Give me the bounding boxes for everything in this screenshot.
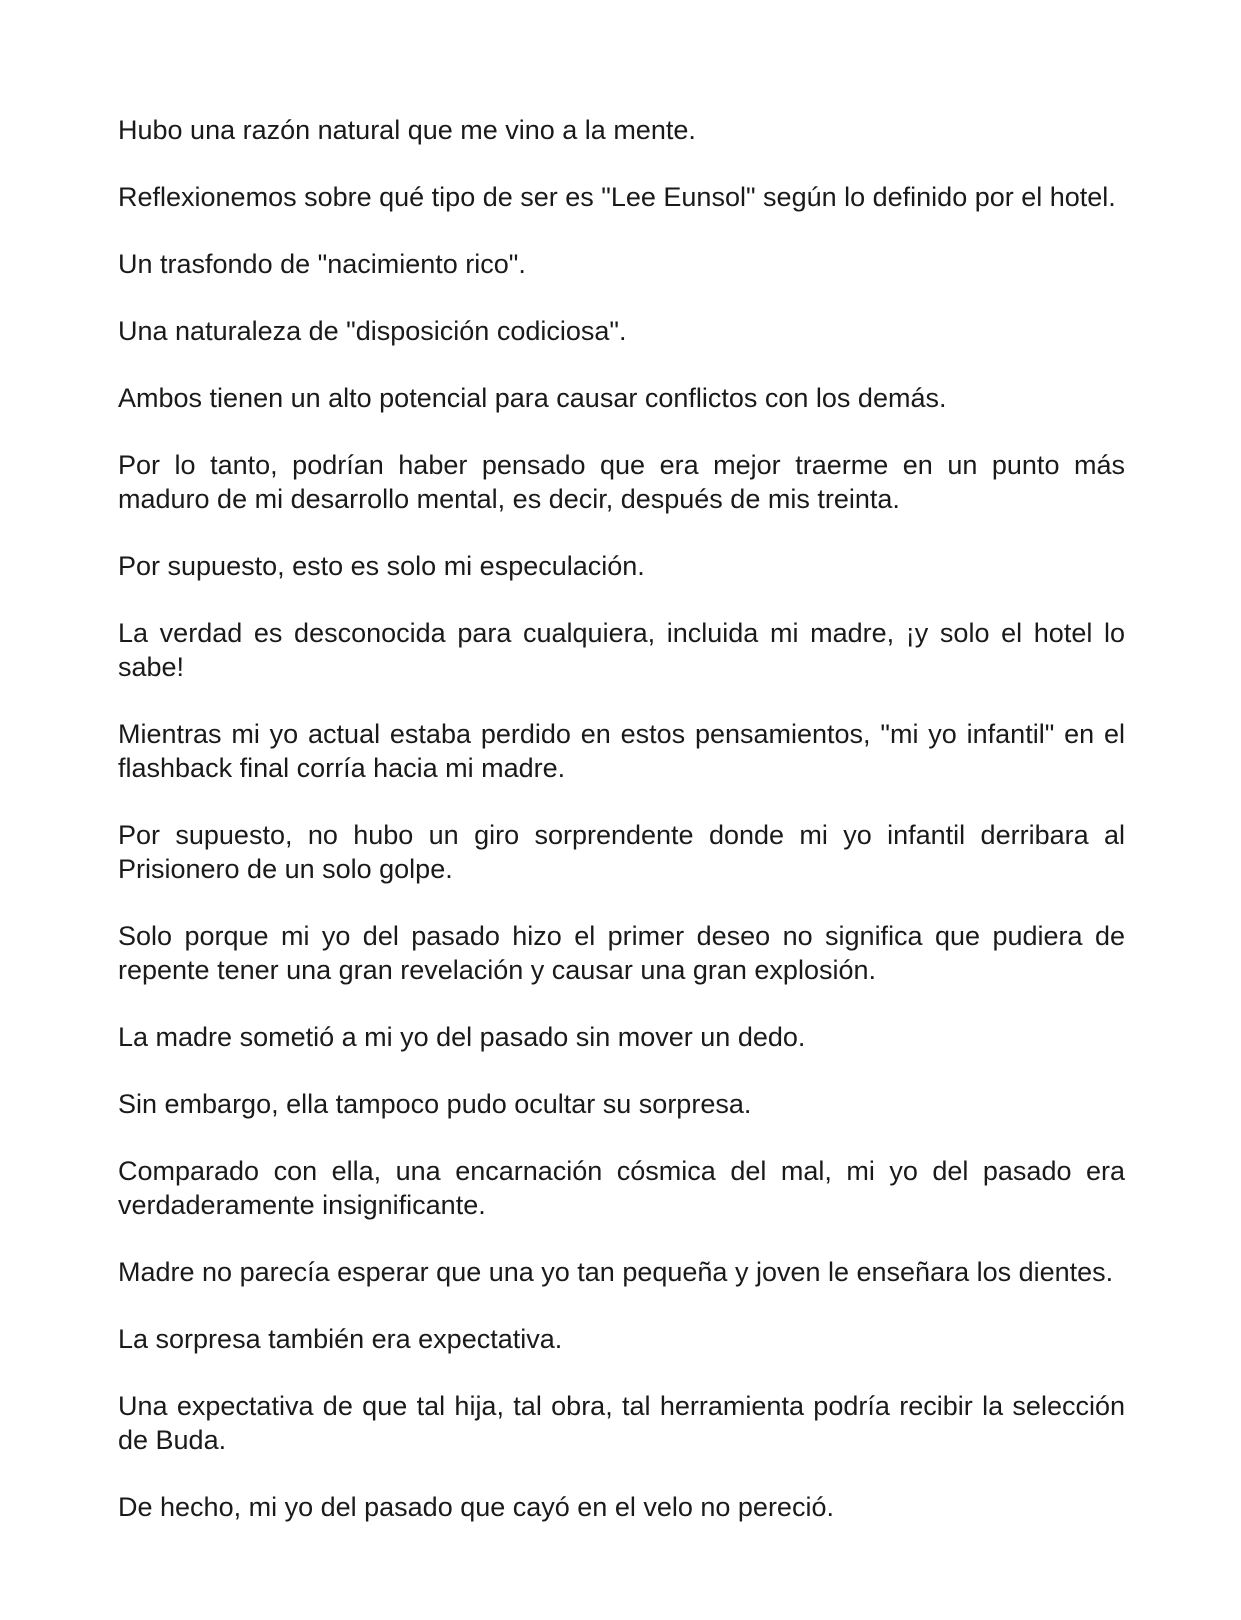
paragraph: Mientras mi yo actual estaba perdido en estos pensamientos, "mi yo infantil" en el flashback final corría hacia mi madre. bbox=[118, 719, 1125, 783]
paragraph: Hubo una razón natural que me vino a la mente. bbox=[118, 115, 696, 145]
paragraph: Una expectativa de que tal hija, tal obra, tal herramienta podría recibir la selección de Buda. bbox=[118, 1391, 1125, 1455]
paragraph: Una naturaleza de "disposición codiciosa". bbox=[118, 316, 627, 346]
paragraph: De hecho, mi yo del pasado que cayó en el velo no pereció. bbox=[118, 1492, 834, 1522]
paragraph: Madre no parecía esperar que una yo tan pequeña y joven le enseñara los dientes. bbox=[118, 1257, 1114, 1287]
paragraph: Ambos tienen un alto potencial para causar conflictos con los demás. bbox=[118, 383, 947, 413]
paragraph: Por lo tanto, podrían haber pensado que era mejor traerme en un punto más maduro de mi desarrollo mental, es decir, después de mis treinta. bbox=[118, 450, 1125, 514]
document-page bbox=[118, 113, 1125, 1557]
paragraph: Un trasfondo de "nacimiento rico". bbox=[118, 249, 526, 279]
paragraph: La madre sometió a mi yo del pasado sin mover un dedo. bbox=[118, 1022, 806, 1052]
paragraph: Por supuesto, no hubo un giro sorprendente donde mi yo infantil derribara al Prisionero de un solo golpe. bbox=[118, 820, 1125, 884]
paragraph: Sin embargo, ella tampoco pudo ocultar su sorpresa. bbox=[118, 1089, 752, 1119]
paragraph: La sorpresa también era expectativa. bbox=[118, 1324, 563, 1354]
paragraph: Reflexionemos sobre qué tipo de ser es "Lee Eunsol" según lo definido por el hotel. bbox=[118, 182, 1116, 212]
paragraph: Por supuesto, esto es solo mi especulación. bbox=[118, 551, 645, 581]
paragraph: Comparado con ella, una encarnación cósmica del mal, mi yo del pasado era verdaderamente insignificante. bbox=[118, 1156, 1125, 1220]
paragraph: Solo porque mi yo del pasado hizo el primer deseo no significa que pudiera de repente tener una gran revelación y causar una gran explosión. bbox=[118, 921, 1125, 985]
paragraph: La verdad es desconocida para cualquiera, incluida mi madre, ¡y solo el hotel lo sabe! bbox=[118, 618, 1125, 682]
